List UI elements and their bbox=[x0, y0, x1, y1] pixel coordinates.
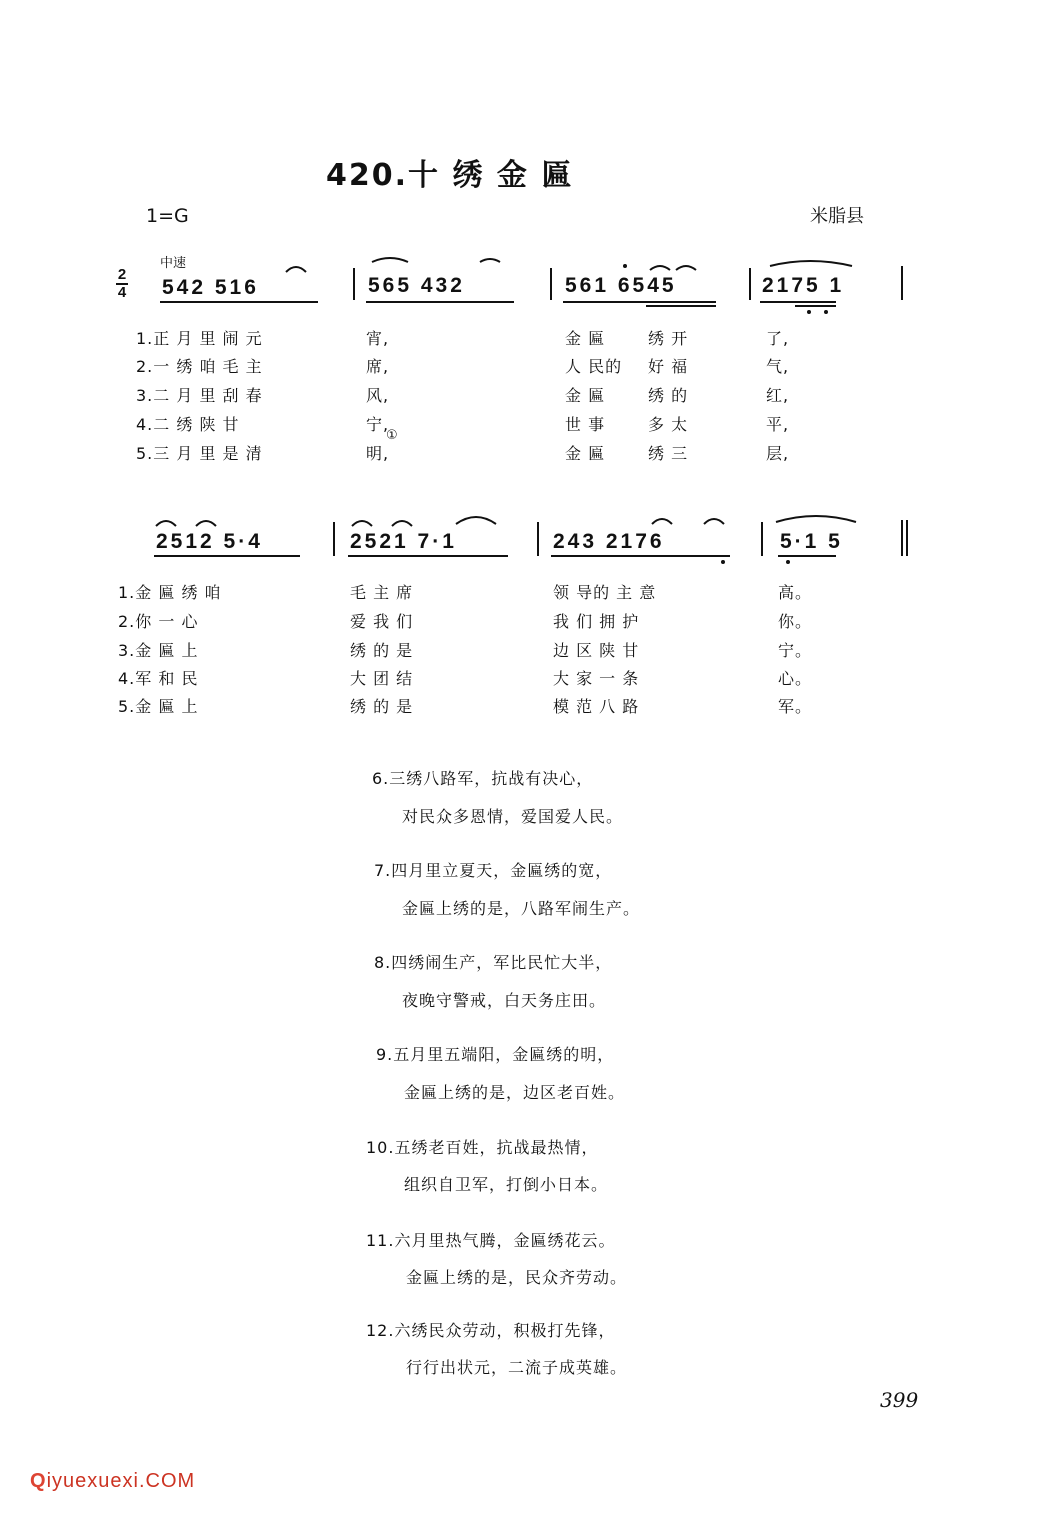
key-signature: 1=G bbox=[146, 205, 189, 227]
lyric-s1-v3-e: 红, bbox=[766, 386, 790, 405]
lyric-s1-v4-e: 平, bbox=[766, 415, 790, 434]
time-signature-top: 2 bbox=[117, 266, 127, 283]
lyric-s2-v3-b: 绣 的 是 bbox=[350, 641, 414, 660]
system1-measure-2: 565 432 bbox=[368, 274, 465, 297]
lyric-s1-v1-e: 了, bbox=[766, 329, 790, 348]
system2-measure-3: 243 2176 bbox=[553, 530, 665, 553]
tie bbox=[652, 519, 672, 524]
lyric-s2-v5-a: 5.金 匾 上 bbox=[118, 697, 199, 716]
lyric-s2-v2-c: 我 们 拥 护 bbox=[553, 612, 640, 631]
lyric-s1-v1-a: 1.正 月 里 闹 元 bbox=[136, 329, 263, 348]
lyric-s2-v3-c: 边 区 陕 甘 bbox=[553, 641, 640, 660]
lyric-s1-v2-d: 好 福 bbox=[648, 357, 689, 376]
lyric-s1-v3-c: 金 匾 bbox=[565, 386, 606, 405]
time-signature-bottom: 4 bbox=[117, 284, 127, 301]
tie bbox=[704, 519, 724, 524]
slur bbox=[456, 517, 496, 524]
footnote-mark: ① bbox=[386, 428, 398, 443]
lyric-s1-v4-d: 多 太 bbox=[648, 415, 689, 434]
tie bbox=[286, 267, 306, 272]
lyric-s2-v1-d: 高。 bbox=[778, 583, 813, 602]
slur bbox=[776, 516, 856, 522]
lyric-s1-v1-c: 金 匾 bbox=[565, 329, 606, 348]
verse-8-line2: 夜晚守警戒，白天务庄田。 bbox=[402, 991, 607, 1010]
lyric-s2-v1-a: 1.金 匾 绣 咱 bbox=[118, 583, 222, 602]
verse-11-line2: 金匾上绣的是，民众齐劳动。 bbox=[406, 1268, 628, 1287]
lyric-s1-v3-b: 风, bbox=[366, 386, 390, 405]
verse-10-line2: 组织自卫军，打倒小日本。 bbox=[404, 1175, 609, 1194]
lyric-s1-v4-a: 4.二 绣 陕 甘 bbox=[136, 415, 240, 434]
tie bbox=[650, 266, 670, 270]
lyric-s2-v5-b: 绣 的 是 bbox=[350, 697, 414, 716]
page-number: 399 bbox=[880, 1388, 919, 1412]
octave-dot bbox=[824, 310, 828, 314]
octave-dot bbox=[721, 560, 725, 564]
lyric-s1-v1-b: 宵, bbox=[366, 329, 390, 348]
tie bbox=[392, 521, 412, 526]
lyric-s1-v5-c: 金 匾 bbox=[565, 444, 606, 463]
song-origin: 米脂县 bbox=[810, 206, 864, 227]
lyric-s1-v4-b: 宁, bbox=[366, 415, 390, 434]
lyric-s1-v2-e: 气, bbox=[766, 357, 790, 376]
verse-6-line1: 6.三绣八路军，抗战有决心， bbox=[372, 769, 594, 788]
octave-dot bbox=[623, 264, 627, 268]
verse-10-line1: 10.五绣老百姓，抗战最热情， bbox=[366, 1138, 599, 1157]
lyric-s2-v2-b: 爱 我 们 bbox=[350, 612, 414, 631]
verse-7-line2: 金匾上绣的是，八路军闹生产。 bbox=[402, 899, 641, 918]
slur bbox=[480, 259, 500, 262]
lyric-s1-v2-b: 席, bbox=[366, 357, 390, 376]
lyric-s1-v2-a: 2.一 绣 咱 毛 主 bbox=[136, 357, 263, 376]
lyric-s2-v5-c: 模 范 八 路 bbox=[553, 697, 640, 716]
tie bbox=[676, 266, 696, 270]
verse-6-line2: 对民众多恩情，爱国爱人民。 bbox=[402, 807, 624, 826]
octave-dot bbox=[786, 560, 790, 564]
lyric-s2-v4-a: 4.军 和 民 bbox=[118, 669, 199, 688]
lyric-s2-v2-a: 2.你 一 心 bbox=[118, 612, 199, 631]
tempo-marking: 中速 bbox=[160, 256, 187, 271]
lyric-s1-v2-c: 人 民的 bbox=[565, 357, 623, 376]
octave-dot bbox=[807, 310, 811, 314]
lyric-s2-v4-b: 大 团 结 bbox=[350, 669, 414, 688]
verse-11-line1: 11.六月里热气腾，金匾绣花云。 bbox=[366, 1231, 616, 1250]
system2-measure-1: 2512 5·4 bbox=[156, 530, 263, 553]
system2-measure-4: 5·1 5 bbox=[780, 530, 843, 553]
lyric-s1-v4-c: 世 事 bbox=[565, 415, 606, 434]
tie bbox=[352, 521, 372, 526]
lyric-s1-v3-d: 绣 的 bbox=[648, 386, 689, 405]
verse-12-line2: 行行出状元，二流子成英雄。 bbox=[406, 1358, 628, 1377]
lyric-s2-v4-c: 大 家 一 条 bbox=[553, 669, 640, 688]
song-title: 420.十 绣 金 匾 bbox=[326, 158, 574, 193]
lyric-s1-v5-a: 5.三 月 里 是 清 bbox=[136, 444, 263, 463]
verse-9-line2: 金匾上绣的是，边区老百姓。 bbox=[404, 1083, 626, 1102]
lyric-s2-v1-b: 毛 主 席 bbox=[350, 583, 414, 602]
verse-12-line1: 12.六绣民众劳动，积极打先锋， bbox=[366, 1321, 616, 1340]
lyric-s2-v3-a: 3.金 匾 上 bbox=[118, 641, 199, 660]
lyric-s1-v5-e: 层, bbox=[766, 444, 790, 463]
system2-measure-2: 2521 7·1 bbox=[350, 530, 457, 553]
watermark-text: iyuexuexi.COM bbox=[46, 1470, 196, 1492]
system1-measure-1: 542 516 bbox=[162, 276, 259, 299]
lyric-s1-v5-b: 明, bbox=[366, 444, 390, 463]
tie bbox=[196, 521, 216, 526]
lyric-s1-v1-d: 绣 开 bbox=[648, 329, 689, 348]
lyric-s2-v1-c: 领 导的 主 意 bbox=[553, 583, 657, 602]
lyric-s1-v5-d: 绣 三 bbox=[648, 444, 689, 463]
system1-measure-3: 561 6545 bbox=[565, 274, 677, 297]
verse-9-line1: 9.五月里五端阳，金匾绣的明， bbox=[376, 1045, 615, 1064]
tie bbox=[156, 521, 176, 526]
lyric-s2-v5-d: 军。 bbox=[778, 697, 813, 716]
system1-measure-4: 2175 1 bbox=[762, 274, 845, 297]
site-watermark bbox=[30, 1470, 195, 1493]
lyric-s2-v3-d: 宁。 bbox=[778, 641, 813, 660]
lyric-s2-v2-d: 你。 bbox=[778, 612, 813, 631]
slur bbox=[372, 258, 408, 262]
verse-8-line1: 8.四绣闹生产，军比民忙大半， bbox=[374, 953, 613, 972]
slur bbox=[770, 261, 852, 266]
watermark-q: Q bbox=[30, 1470, 47, 1492]
lyric-s2-v4-d: 心。 bbox=[778, 669, 813, 688]
verse-7-line1: 7.四月里立夏天，金匾绣的宽， bbox=[374, 861, 613, 880]
lyric-s1-v3-a: 3.二 月 里 刮 春 bbox=[136, 386, 263, 405]
